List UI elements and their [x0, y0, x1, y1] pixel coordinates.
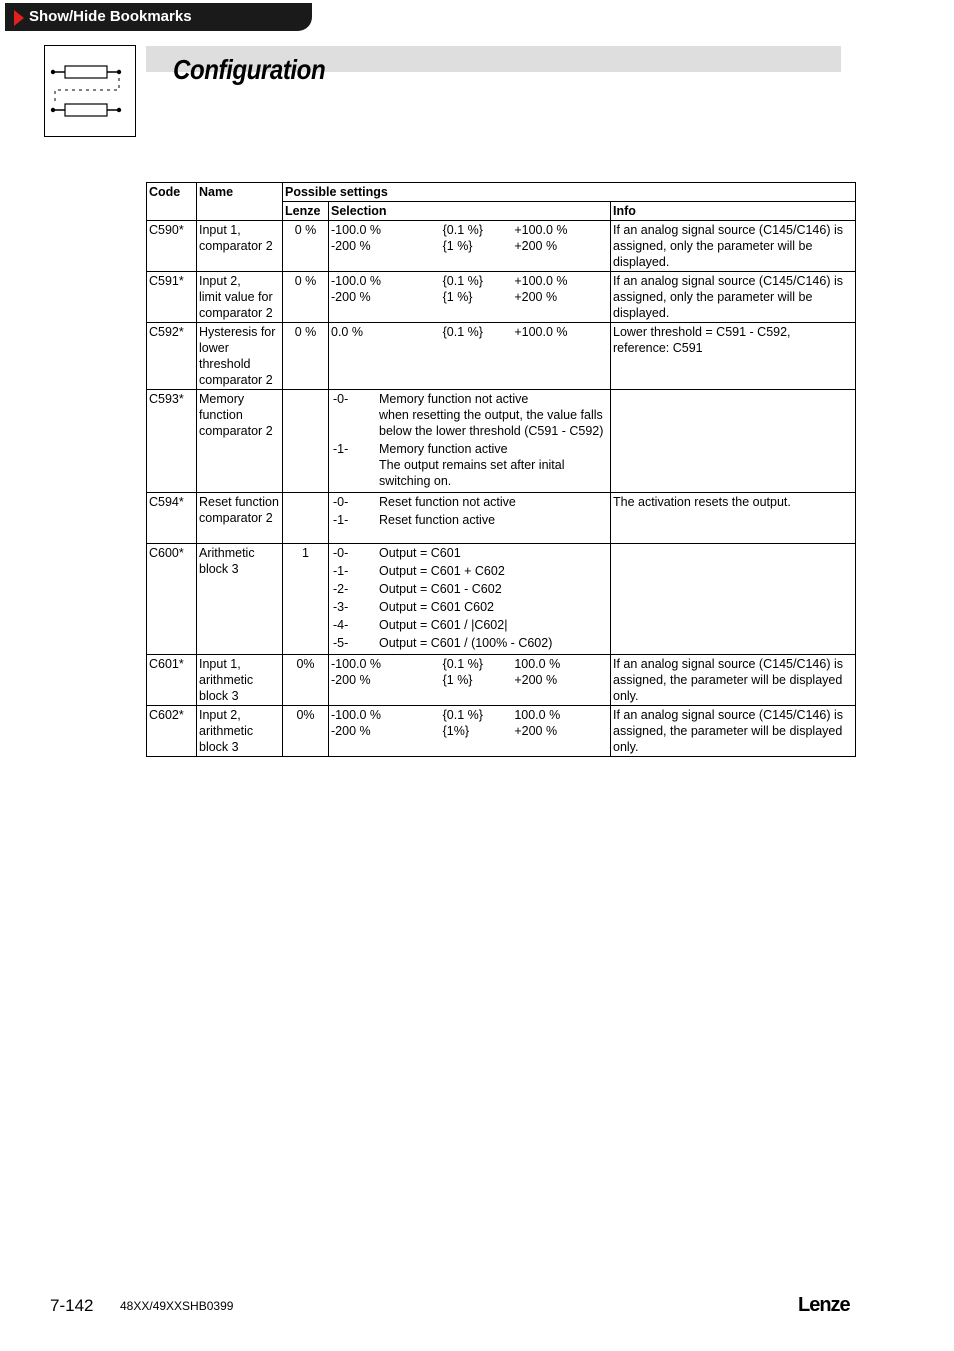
code-text: C593* [149, 392, 184, 406]
option-description: Output = C601 - C602 [379, 582, 502, 596]
option-description: Output = C601 + C602 [379, 564, 505, 578]
configuration-icon [44, 45, 136, 137]
header-info: Info [611, 202, 856, 221]
cell-lenze [283, 706, 329, 757]
option-key: -1- [333, 442, 349, 456]
selection-option [331, 545, 608, 561]
cell-name [197, 544, 283, 655]
max-value: 100.0 % [514, 657, 561, 671]
code-text: C594* [149, 495, 184, 509]
selection-range [331, 723, 608, 739]
table-row [147, 493, 856, 544]
cell-code [147, 390, 197, 493]
code-text: C591* [149, 274, 184, 288]
step-value: {0.1 %} [442, 708, 483, 722]
cell-selection [329, 493, 611, 544]
cell-name [197, 221, 283, 272]
selection-option [331, 441, 608, 489]
step-value: {0.1 %} [442, 223, 483, 237]
step-value: {1 %} [442, 239, 473, 253]
code-text: C590* [149, 223, 184, 237]
lenze-value: 0% [296, 657, 315, 671]
info-text: If an analog signal source (C145/C146) is assigned, only the parameter will be displayed. [613, 223, 843, 269]
header-code: Code [147, 183, 197, 221]
cell-selection [329, 221, 611, 272]
lenze-value: 1 [302, 546, 309, 560]
option-key: -0- [333, 392, 349, 406]
cell-selection [329, 323, 611, 390]
bookmarks-label: Show/Hide Bookmarks [29, 8, 192, 25]
name-text: Reset function comparator 2 [199, 495, 279, 525]
page-title: Configuration [173, 54, 326, 85]
cell-lenze [283, 272, 329, 323]
header-possible-settings: Possible settings [283, 183, 856, 202]
header-selection: Selection [329, 202, 611, 221]
step-value: {1 %} [442, 673, 473, 687]
page-number: 7-142 [50, 1296, 94, 1315]
cell-lenze [283, 221, 329, 272]
code-text: C592* [149, 325, 184, 339]
cell-info [611, 323, 856, 390]
max-value: +200 % [514, 724, 558, 738]
cell-name [197, 390, 283, 493]
min-value: -100.0 % [331, 223, 382, 237]
table-row [147, 323, 856, 390]
cell-info [611, 706, 856, 757]
cell-info [611, 655, 856, 706]
selection-option [331, 635, 608, 651]
cell-code [147, 493, 197, 544]
step-value: {0.1 %} [442, 274, 483, 288]
lenze-value: 0% [296, 708, 315, 722]
min-value: -100.0 % [331, 708, 382, 722]
cell-code [147, 272, 197, 323]
min-value: -200 % [331, 239, 371, 253]
selection-range [331, 289, 608, 305]
min-value: -100.0 % [331, 657, 382, 671]
cell-lenze [283, 655, 329, 706]
lenze-value: 0 % [294, 274, 317, 288]
selection-option [331, 617, 608, 633]
option-key: -2- [333, 582, 349, 596]
selection-range [331, 707, 608, 723]
option-description: Reset function not active [379, 495, 516, 509]
cell-code [147, 221, 197, 272]
name-text: Input 2, arithmetic block 3 [199, 708, 254, 754]
selection-range [331, 222, 608, 238]
min-value: 0.0 % [331, 325, 363, 339]
min-value: -200 % [331, 724, 371, 738]
max-value: +100.0 % [514, 223, 568, 237]
option-description: Reset function active [379, 513, 496, 527]
min-value: -200 % [331, 673, 371, 687]
cell-code [147, 655, 197, 706]
header-lenze: Lenze [283, 202, 329, 221]
selection-option [331, 512, 608, 528]
cell-selection [329, 390, 611, 493]
table-row [147, 221, 856, 272]
option-key: -5- [333, 636, 349, 650]
max-value: +200 % [514, 239, 558, 253]
name-text: Input 1, comparator 2 [199, 223, 273, 253]
cell-selection [329, 544, 611, 655]
step-value: {0.1 %} [442, 325, 483, 339]
lenze-logo: Lenze [798, 1294, 850, 1316]
option-key: -0- [333, 546, 349, 560]
step-value: {1%} [442, 724, 470, 738]
cell-name [197, 655, 283, 706]
configuration-table [146, 182, 856, 757]
table-row [147, 706, 856, 757]
selection-range [331, 238, 608, 254]
cell-lenze [283, 544, 329, 655]
show-hide-bookmarks-button[interactable] [5, 3, 312, 31]
selection-option [331, 563, 608, 579]
code-text: C601* [149, 657, 184, 671]
table-header-row [147, 183, 856, 202]
min-value: -200 % [331, 290, 371, 304]
cell-info [611, 221, 856, 272]
selection-option [331, 494, 608, 510]
cell-info [611, 272, 856, 323]
cell-code [147, 323, 197, 390]
option-description: Output = C601 [379, 546, 461, 560]
cell-selection [329, 706, 611, 757]
cell-code [147, 706, 197, 757]
lenze-value: 0 % [294, 325, 317, 339]
cell-selection [329, 272, 611, 323]
selection-option [331, 391, 608, 439]
option-key: -4- [333, 618, 349, 632]
cell-name [197, 493, 283, 544]
selection-option [331, 599, 608, 615]
table-row [147, 544, 856, 655]
cell-lenze [283, 323, 329, 390]
cell-info [611, 493, 856, 544]
selection-range [331, 672, 608, 688]
max-value: +200 % [514, 673, 558, 687]
code-text: C602* [149, 708, 184, 722]
info-text: If an analog signal source (C145/C146) is assigned, the parameter will be displayed only. [613, 657, 843, 703]
max-value: +100.0 % [514, 325, 568, 339]
selection-range [331, 324, 608, 340]
name-text: Arithmetic block 3 [199, 546, 255, 576]
triangle-right-icon [14, 10, 24, 26]
name-text: Memory function comparator 2 [199, 392, 273, 438]
cell-selection [329, 655, 611, 706]
option-key: -1- [333, 513, 349, 527]
option-description: Output = C601 / (100% - C602) [379, 636, 553, 650]
table-row [147, 655, 856, 706]
step-value: {1 %} [442, 290, 473, 304]
min-value: -100.0 % [331, 274, 382, 288]
option-description: Memory function active The output remains set after inital switching on. [379, 442, 565, 488]
option-key: -0- [333, 495, 349, 509]
cell-name [197, 272, 283, 323]
cell-name [197, 323, 283, 390]
option-key: -3- [333, 600, 349, 614]
info-text: Lower threshold = C591 - C592, reference: C591 [613, 325, 791, 355]
option-description: Output = C601 C602 [379, 600, 495, 614]
cell-info [611, 544, 856, 655]
document-id: 48XX/49XXSHB0399 [120, 1299, 234, 1313]
cell-code [147, 544, 197, 655]
max-value: 100.0 % [514, 708, 561, 722]
header-name: Name [197, 183, 283, 221]
option-description: Memory function not active when resetting the output, the value falls below the lower threshold (C591 - C592) [379, 392, 604, 438]
option-description: Output = C601 / |C602| [379, 618, 508, 632]
lenze-value: 0 % [294, 223, 317, 237]
option-key: -1- [333, 564, 349, 578]
max-value: +200 % [514, 290, 558, 304]
cell-name [197, 706, 283, 757]
name-text: Hysteresis for lower threshold comparator 2 [199, 325, 276, 387]
info-text: The activation resets the output. [613, 495, 791, 509]
step-value: {0.1 %} [442, 657, 483, 671]
table-row [147, 272, 856, 323]
name-text: Input 2, limit value for comparator 2 [199, 274, 273, 320]
cell-lenze [283, 390, 329, 493]
selection-range [331, 273, 608, 289]
info-text: If an analog signal source (C145/C146) is assigned, the parameter will be displayed only. [613, 708, 843, 754]
code-text: C600* [149, 546, 184, 560]
name-text: Input 1, arithmetic block 3 [199, 657, 254, 703]
info-text: If an analog signal source (C145/C146) is assigned, only the parameter will be displayed. [613, 274, 843, 320]
cell-info [611, 390, 856, 493]
selection-range [331, 656, 608, 672]
max-value: +100.0 % [514, 274, 568, 288]
table-row [147, 390, 856, 493]
cell-lenze [283, 493, 329, 544]
selection-option [331, 581, 608, 597]
